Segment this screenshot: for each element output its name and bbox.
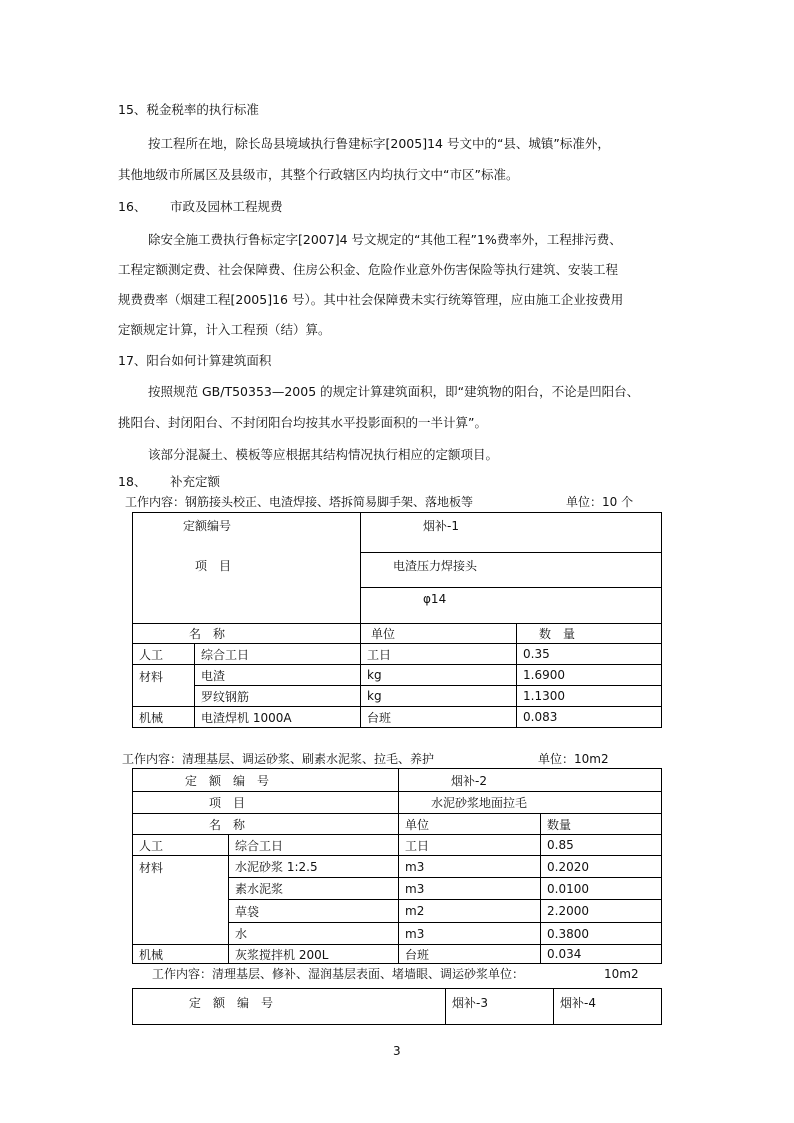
quota-table-2: [132, 768, 662, 964]
table2-row-qty: 0.85: [541, 835, 662, 856]
table1-row-unit: 台班: [361, 707, 517, 728]
table2-item-label: 项 目: [133, 792, 399, 814]
table2-row-unit: m3: [399, 856, 541, 878]
table1-col-name: 名 称: [133, 624, 361, 644]
table2-row-qty: 0.034: [541, 945, 662, 964]
table1-row-name: 电渣: [195, 665, 361, 686]
table1-cat-machine: 机械: [133, 707, 195, 728]
table2-row-name: 水泥砂浆 1:2.5: [229, 856, 399, 878]
table1-row-qty: 0.083: [517, 707, 662, 728]
section-17-line-1: 按照规范 GB/T50353—2005 的规定计算建筑面积，即“建筑物的阳台，不论是凹阳台、: [148, 384, 640, 399]
table1-item-value: 电渣压力焊接头: [361, 553, 662, 588]
table3-code-a: 烟补-3: [446, 989, 554, 1025]
table2-cat-machine: 机械: [133, 945, 229, 964]
section-16-line-2: 工程定额测定费、社会保障费、住房公积金、危险作业意外伤害保险等执行建筑、安装工程: [118, 262, 619, 277]
section-16-line-3: 规费费率（烟建工程[2005]16 号）。其中社会保障费未实行统筹管理，应由施工企业按费用: [118, 292, 624, 307]
table2-code-value: 烟补-2: [399, 769, 662, 792]
table2-row-unit: m3: [399, 878, 541, 900]
table1-row-qty: 1.1300: [517, 686, 662, 707]
section-17-line-2: 挑阳台、封闭阳台、不封闭阳台均按其水平投影面积的一半计算”。: [118, 415, 487, 430]
table2-row-unit: 工日: [399, 835, 541, 856]
table2-cat-labor: 人工: [133, 835, 229, 856]
table2-col-qty: 数量: [541, 814, 662, 835]
table2-work-content: 工作内容：清理基层、调运砂浆、刷素水泥浆、拉毛、养护: [122, 752, 435, 766]
table2-row-name: 灰浆搅拌机 200L: [229, 945, 399, 964]
table2-item-value: 水泥砂浆地面拉毛: [399, 792, 662, 814]
table1-row-name: 综合工日: [195, 644, 361, 665]
section-15-line-1: 按工程所在地，除长岛县境域执行鲁建标字[2005]14 号文中的“县、城镇”标准外，: [148, 136, 610, 151]
table3-code-b: 烟补-4: [554, 989, 662, 1025]
table1-item-spec: φ14: [361, 588, 662, 624]
section-16-number: 16、: [118, 199, 147, 214]
table2-unit: 单位：10m2: [538, 752, 609, 766]
quota-table-3: [132, 988, 662, 1025]
table1-cat-labor: 人工: [133, 644, 195, 665]
table1-row-unit: kg: [361, 665, 517, 686]
table1-code-label: 定额编号: [133, 513, 361, 553]
section-18-number: 18、: [118, 474, 147, 489]
table1-col-qty: 数 量: [517, 624, 662, 644]
table1-row-name: 电渣焊机 1000A: [195, 707, 361, 728]
table2-row-name: 素水泥浆: [229, 878, 399, 900]
table1-row-qty: 1.6900: [517, 665, 662, 686]
table1-col-unit: 单位: [361, 624, 517, 644]
table2-row-qty: 0.3800: [541, 923, 662, 945]
section-16-line-1: 除安全施工费执行鲁标定字[2007]4 号文规定的“其他工程”1%费率外，工程排污费、: [148, 232, 622, 247]
table2-cat-material: 材料: [133, 856, 229, 945]
table2-row-qty: 0.0100: [541, 878, 662, 900]
table1-row-qty: 0.35: [517, 644, 662, 665]
table3-work-content: 工作内容：清理基层、修补、湿润基层表面、堵墙眼、调运砂浆单位：: [152, 967, 525, 981]
section-15-line-2: 其他地级市所属区及县级市，其整个行政辖区内均执行文中“市区”标准。: [118, 167, 519, 182]
table1-row-name: 罗纹钢筋: [195, 686, 361, 707]
section-16-title: 市政及园林工程规费: [170, 199, 283, 214]
table2-col-name: 名 称: [133, 814, 399, 835]
section-17-heading: 17、阳台如何计算建筑面积: [118, 353, 272, 368]
table2-row-qty: 2.2000: [541, 900, 662, 923]
section-18-title: 补充定额: [170, 474, 221, 489]
table2-row-unit: m2: [399, 900, 541, 923]
table2-row-qty: 0.2020: [541, 856, 662, 878]
table1-work-content: 工作内容：钢筋接头校正、电渣焊接、塔拆简易脚手架、落地板等: [125, 495, 474, 509]
table2-row-name: 草袋: [229, 900, 399, 923]
table1-row-unit: 工日: [361, 644, 517, 665]
table1-item-label: 项 目: [133, 553, 361, 624]
section-15-heading: 15、税金税率的执行标准: [118, 102, 259, 117]
section-16-line-4: 定额规定计算，计入工程预（结）算。: [118, 322, 331, 337]
table2-row-unit: m3: [399, 923, 541, 945]
table1-cat-material: 材料: [133, 665, 195, 707]
table2-row-name: 水: [229, 923, 399, 945]
section-17-line-3: 该部分混凝土、模板等应根据其结构情况执行相应的定额项目。: [148, 447, 499, 462]
table3-code-label: 定 额 编 号: [133, 989, 446, 1025]
table1-row-unit: kg: [361, 686, 517, 707]
table1-unit: 单位：10 个: [566, 495, 634, 509]
page-number: 3: [393, 1044, 401, 1058]
table2-row-name: 综合工日: [229, 835, 399, 856]
table2-row-unit: 台班: [399, 945, 541, 964]
quota-table-1: [132, 512, 662, 728]
table1-code-value: 烟补-1: [361, 513, 662, 553]
table2-col-unit: 单位: [399, 814, 541, 835]
table3-unit: 10m2: [604, 967, 639, 981]
table2-code-label: 定 额 编 号: [133, 769, 399, 792]
